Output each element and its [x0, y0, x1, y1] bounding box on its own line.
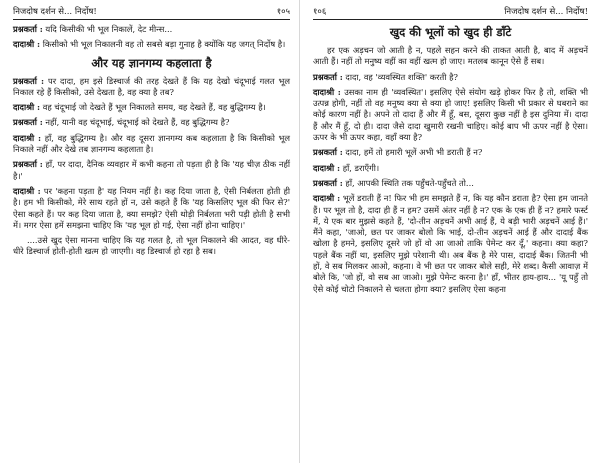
running-title: निजदोष दर्शन से... निर्दोष! [504, 7, 588, 17]
paragraph-text: दादा, हमें तो हमारी भूलें अभी भी डराती हैं न? [342, 147, 483, 158]
running-title: निजदोष दर्शन से... निर्दोष! [13, 7, 97, 17]
speaker-label: प्रश्नकर्ता : [13, 117, 43, 128]
paragraph-text: पर दादा, हम इसे डिस्चार्ज की तरह देखते हैं कि यह देखो चंदूभाई गलत भूल निकाल रहे हैं किसीको, उसे देखता है, वह क्या है तब? [13, 75, 290, 97]
speaker-label: प्रश्नकर्ता : [13, 24, 43, 34]
right-running-head [313, 6, 588, 20]
speaker-label: दादाश्री : [13, 102, 41, 113]
paragraph [13, 133, 290, 156]
paragraph [13, 159, 290, 182]
speaker-label: दादाश्री : [313, 86, 341, 97]
paragraph [313, 178, 588, 189]
paragraph-text: यदि किसीकी भी भूल निकालें, देट मीन्स... [42, 24, 173, 34]
section-heading: और यह ज्ञानगम्य कहलाता है [91, 55, 212, 70]
paragraph [313, 163, 588, 174]
paragraph [13, 39, 290, 50]
paragraph [13, 117, 290, 128]
paragraph [13, 24, 290, 35]
paragraph: हर एक अड़चन जो आती है न, पहले सहन करने की ताकत आती है, बाद में अड़चनें आती हैं। नहीं तो मनुष्य वहीं का वहीं खत्म हो जाए। मतलब कानून ऐसे हैं सब। [313, 45, 588, 67]
paragraph [13, 76, 290, 99]
paragraph-text: पर 'कहना पड़ता है' यह नियम नहीं है। कह दिया जाता है, ऐसी निर्बलता होती ही है। हम भी किसीको, मेरे साथ रहते हों न, उसे कहते हैं कि 'यह किसलिए भूल की फिर से?' ऐसा कहते हैं। पर कह दिया जाता है, क्या समझे? ऐसी थोड़ी निर्बलता भरी पड़ी होती है सभी में। मगर ऐसा हमें समझना चाहिए कि 'यह भूल हो गई, ऐसा नहीं होना चाहिए।' [13, 185, 290, 230]
speaker-label: दादाश्री : [13, 132, 42, 143]
paragraph-text: भूलें डराती हैं न! फिर भी हम समझते हैं न, कि यह कौन डराता है? ऐसा हम जानते हैं। पर भूल तो है, दादा ही हैं न हम? उसमें अंतर नहीं है न? एक के एक ही हैं न? हमारे फर्स्ट में, ये एक बार मुझसे कहते हैं, 'दो-तीन अड़चनें अभी आई हैं, ये बड़ी भारी अड़चनें आई हैं।' मैंने कहा, 'जाओ, छत पर जाकर बोलो कि भाई, दो-तीन अड़चनें आई हैं और दादाई बैंक खोला है हमने, इसलिए दूसरे जो हों वो आ जाओ ताकि पेमेन्ट कर दूँ,' कहना। क्या कहा? पहले बैंक नहीं था, इसलिए मुझे परेशानी थी। अब बैंक है मेरे पास, दादाई बैंक। जितनी भी हों, वे सब मिलकर आओ, कहना। वे भी छत पर जाकर बोले सही, मेरे शब्द। कैसी आवाज़ में बोले कि, 'जो हों, वो सब आ जाओ। मुझे पेमेन्ट करना है।' हाँ, भीतर हाय-हाय... 'यू पहुँ तो ऐसे कोई चोटो निकालने से चलता होगा क्या? इसलिए ऐसा कहना [313, 193, 588, 294]
paragraph-text: हाँ, डराएँगी। [340, 162, 380, 173]
paragraph-text: वह चंदूभाई जो देखते हैं भूल निकालते समय, वह देखते हैं, वह बुद्धिगम्य है। [40, 102, 266, 113]
left-running-head [13, 6, 290, 20]
speaker-label: प्रश्नकर्ता : [13, 159, 43, 170]
right-page [300, 0, 600, 463]
paragraph-text: उसका नाम ही 'व्यवस्थित'। इसलिए ऐसे संयोग खड़े होकर फिर है तो, शक्ति भी उत्पन्न होगी, नहीं तो वह मनुष्य क्या से क्या हो जाए! इसलिए किसी भी प्रकार से घबराने का कोई कारण नहीं है। अपने तो दादा हैं और मैं हूँ, बस, दूसरा कुछ नहीं है इस दुनिया में। दादा हैं और मैं हूँ, दो ही। दादा जैसे दादा खुमारी रखनी चाहिए। कोई बाप भी ऊपर नहीं है ऐसा। ऊपर के भी ऊपर कहा, वहाँ क्या है? [313, 86, 588, 143]
paragraph: ....उसे खुद ऐसा मानना चाहिए कि यह गलत है, तो भूल निकालने की आदत, वह धीरे-धीरे डिस्चार्ज होती-होती खत्म हो जाएगी। वह डिस्चार्ज हो रहा है सब। [13, 235, 290, 257]
chapter-title: खुद की भूलों को खुद ही डाँटे [389, 25, 512, 39]
paragraph-text: दादा, वह 'व्यवस्थित शक्ति' करती है? [342, 71, 458, 82]
paragraph [313, 193, 588, 295]
page-number: १०६ [313, 7, 327, 17]
speaker-label: प्रश्नकर्ता : [13, 75, 45, 86]
paragraph [313, 147, 588, 158]
page-number: १०५ [276, 7, 290, 17]
speaker-label: दादाश्री : [13, 39, 41, 50]
speaker-label: दादाश्री : [313, 193, 341, 204]
paragraph-text: नहीं, यानी वह चंदूभाई, चंदूभाई को देखते हैं, वह बुद्धिगम्य है? [42, 117, 230, 128]
paragraph-text: हाँ, आपकी स्थिति तक पहुँचते-पहुँचते तो... [342, 177, 474, 188]
speaker-label: दादाश्री : [313, 162, 341, 173]
paragraph [13, 102, 290, 113]
paragraph [313, 87, 588, 143]
paragraph [313, 72, 588, 83]
speaker-label: दादाश्री : [13, 185, 41, 196]
speaker-label: प्रश्नकर्ता : [313, 147, 343, 158]
speaker-label: प्रश्नकर्ता : [313, 71, 343, 82]
paragraph-text: हाँ, वह बुद्धिगम्य है। और वह दूसरा ज्ञानगम्य कब कहलाता है कि किसीको भूल निकाले नहीं और देखे तब ज्ञानगम्य कहलाता है। [13, 132, 290, 155]
paragraph-text: हाँ, पर दादा, दैनिक व्यवहार में कभी कहना तो पड़ता ही है कि 'यह चीज़ ठीक नहीं है।' [13, 159, 290, 181]
paragraph [13, 186, 290, 231]
paragraph-text: किसीको भी भूल निकालनी वह तो सबसे बड़ा गुनाह है क्योंकि यह जगत् निर्दोष है। [40, 39, 286, 50]
speaker-label: प्रश्नकर्ता : [313, 177, 343, 188]
